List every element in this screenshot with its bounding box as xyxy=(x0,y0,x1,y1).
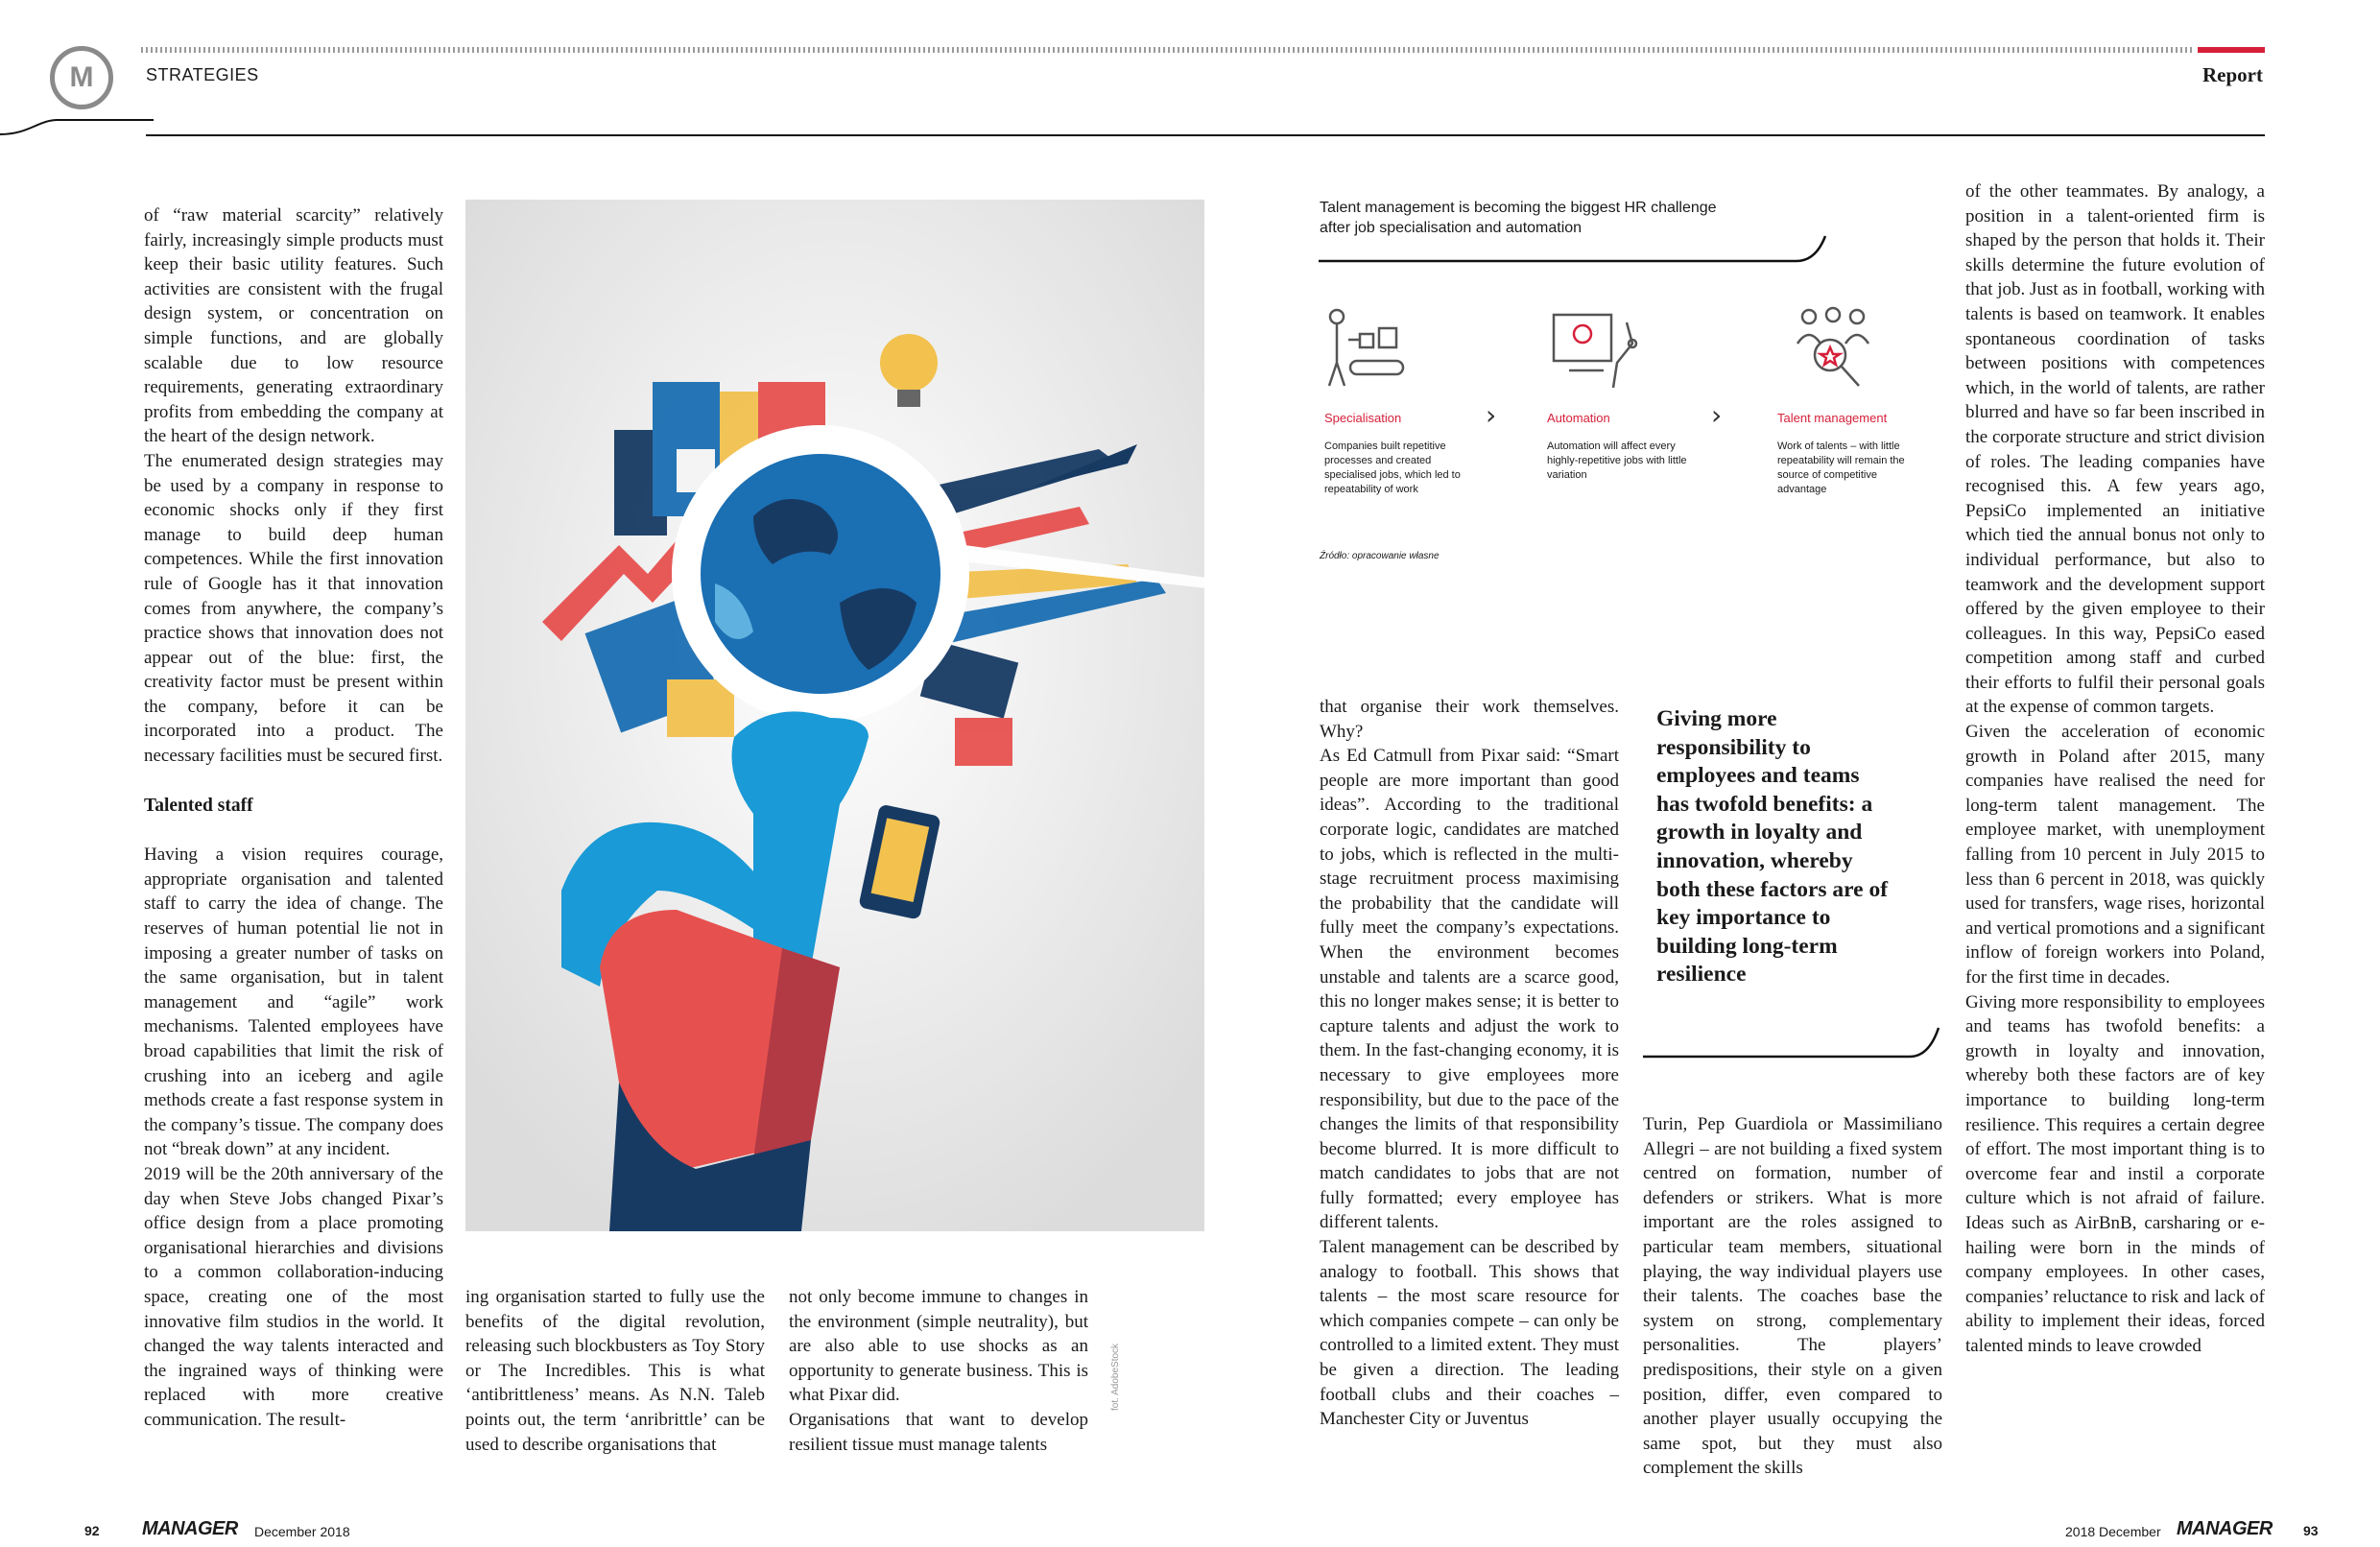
robot-arm-icon xyxy=(1550,305,1646,392)
paragraph: The enumerated design strategies may be used by a company in response to economic shocks only if they first manage to build deep human competences. While the first innovation rule of Google has it that innovation comes from anywhere, the company’s practice shows that innovation does not appear out of the blue: first, the creativity factor must be present within the company, before it can be incorporated into a product. The necessary facilities must be secured first. xyxy=(144,450,443,767)
text-column-1 xyxy=(144,203,443,1433)
paragraph: Organisations that want to develop resilient tissue must manage talents xyxy=(789,1409,1088,1455)
paragraph: Giving more responsibility to employees and teams has twofold benefits: a growth in loyalty and innovation, whereby both these factors are of key importance to building long-term resilience. This requires a certain degree of effort. The most important thing is to overcome fear and instil a corporate culture which is not afraid of failure. Ideas such as AirBnB, carsharing or e-hailing were born in the minds of company employees. In other cases, companies’ reluctance to risk and lack of ability to implement their ideas, forced talented minds to leave crowded xyxy=(1965,991,2265,1356)
text-column-2 xyxy=(465,1285,765,1457)
chevron-right-icon: › xyxy=(1711,399,1723,431)
text-column-3 xyxy=(789,1285,1088,1457)
pull-quote: Giving more responsibility to employees and teams has twofold benefits: a growth in loyalty and innovation, whereby both these factors are of key importance to building long-term resilience xyxy=(1656,706,1889,988)
magazine-logo-icon: M xyxy=(50,46,113,109)
header-swoosh xyxy=(0,82,288,139)
brand-logo-left: MANAGER xyxy=(142,1518,238,1539)
infographic-step-label: Automation xyxy=(1547,411,1610,425)
page-number-right: 93 xyxy=(2303,1523,2319,1538)
brand-logo-right: MANAGER xyxy=(2177,1518,2273,1539)
issue-date-right: 2018 December xyxy=(2065,1524,2161,1539)
text-column-5 xyxy=(1643,1112,1942,1481)
paragraph: As Ed Catmull from Pixar said: “Smart people are more important than good ideas”. According to the traditional corporate logic, candidates are matched to jobs, which is reflected in the multi-stage recruitment process maximising the probability that the candidate will fully meet the company’s expectations. When the environment becomes unstable and talents are a scarce good, this no longer makes sense; it is better to capture talents and adjust the work to them. In the fast-changing economy, it is necessary to give employees more responsibility, but due to the pace of the changes the limits of that responsibility become blurred. It is more difficult to match candidates to jobs that are not fully formatted; every employee has different talents. xyxy=(1320,746,1619,1233)
infographic-title-rule xyxy=(1317,230,1835,269)
paragraph: of “raw material scarcity” relatively fairly, increasingly simple products must keep their basic utility features. Such activities are consistent with the frugal design system, or concentration on simple functions, and are globally scalable due to low resource requirements, generating extraordinary profits from embedding the company at the heart of the design network. xyxy=(144,205,443,447)
photo-credit: fot. AdobeStock xyxy=(1110,1343,1121,1411)
infographic-step-desc: Automation will affect every highly-repetitive jobs with little variation xyxy=(1547,440,1687,481)
paragraph: of the other teammates. By analogy, a position in a talent-oriented firm is shaped by the person that holds it. Their skills determine the future evolution of that job. Just as in football, working with talents is based on teamwork. It enables spontaneous coordination of tasks between positions with competences which, in the world of talents, are rather blurred and have so far been inscribed in the corporate structure and strict division of roles. The leading companies have recognised this. A few years ago, PepsiCo implemented an initiative which tied the annual bonus not only to individual performance, but also to teamwork and the development support offered by the given employee to their colleagues. In this way, PepsiCo eased competition among staff and curbed their efforts to fulfil their personal goals at the expense of common targets. xyxy=(1965,181,2265,718)
infographic-step-label: Specialisation xyxy=(1324,411,1402,425)
paragraph: Having a vision requires courage, appropriate organisation and talented staff to carry the idea of change. The reserves of human potential lie not in imposing a greater number of tasks on the same organisation, but in talent management and “agile” work mechanisms. Talented employees have broad capabilities that limit the risk of crushing into an iceberg and agile methods create a fast response system in the company’s tissue. The company does not “break down” at any incident. xyxy=(144,845,443,1160)
chevron-right-icon: › xyxy=(1486,399,1497,431)
assembly-line-icon xyxy=(1320,305,1406,392)
infographic-step-label: Talent management xyxy=(1777,411,1888,425)
paragraph: Turin, Pep Guardiola or Massimiliano Allegri – are not building a fixed system centred on formation, number of defenders or strikers. What is more important are the roles assigned to particular team members, situational playing, the way individual players use their talents. The coaches base the system on strong, complementary personalities. The players’ predispositions, their style on a given position, differ, even compared to another player usually occupying the same spot, but they must also complement the skills xyxy=(1643,1114,1942,1479)
paragraph: ing organisation started to fully use the benefits of the digital revolution, releasing such blockbusters as Toy Story or The Incredibles. This is what ‘antibrittleness’ means. As N.N. Taleb points out, the term ‘anribrittle’ can be used to describe organisations that xyxy=(465,1287,765,1455)
people-search-icon xyxy=(1790,305,1876,392)
header-underline xyxy=(146,134,2265,136)
infographic-title: Talent management is becoming the biggest HR challenge after job specialisation and automation xyxy=(1320,200,1717,236)
section-label: STRATEGIES xyxy=(146,65,259,84)
infographic-step-desc: Companies built repetitive processes and created specialised jobs, which led to repeatability of work xyxy=(1324,440,1461,495)
report-label: Report xyxy=(2202,63,2263,86)
page-number-left: 92 xyxy=(84,1523,100,1538)
paragraph: 2019 will be the 20th anniversary of the day when Steve Jobs changed Pixar’s office design from a place promoting organisational hierarchies and divisions to a common collaboration-inducing space, creating one of the most innovative film studios in the world. It changed the way talents interacted and the ingrained ways of thinking were replaced with more creative communication. The result- xyxy=(144,1163,443,1430)
pull-quote-rule xyxy=(1641,1022,1948,1070)
subheading: Talented staff xyxy=(144,795,253,816)
globe-hand-illustration xyxy=(465,200,1204,1231)
text-column-6 xyxy=(1965,179,2265,1359)
issue-date-left: December 2018 xyxy=(254,1524,350,1539)
paragraph: Talent management can be described by analogy to football. This shows that talents – the most scare resource for which companies compete – can only be controlled to a limited extent. They must be given a direction. The leading football clubs and their coaches – Manchester City or Juventus xyxy=(1320,1237,1619,1430)
text-column-4 xyxy=(1320,695,1619,1432)
header-rule xyxy=(141,47,2193,53)
paragraph: that organise their work themselves. Why? xyxy=(1320,697,1619,742)
infographic-step-desc: Work of talents – with little repeatability will remain the source of competitive advantage xyxy=(1777,440,1905,495)
paragraph: Given the acceleration of economic growth in Poland after 2015, many companies have realised the need for long-term talent management. The employee market, with unemployment falling from 10 percent in July 2015 to less than 6 percent in 2018, was quickly used for transfers, wage rises, horizontal and vertical promotions and a significant inflow of foreign workers into Poland, for the first time in decades. xyxy=(1965,722,2265,988)
paragraph: not only become immune to changes in the environment (simple neutrality), but are also able to use shocks as an opportunity to generate business. This is what Pixar did. xyxy=(789,1287,1088,1406)
header-accent-bar xyxy=(2198,47,2265,53)
infographic-source: Źródło: opracowanie własne xyxy=(1320,551,1440,561)
